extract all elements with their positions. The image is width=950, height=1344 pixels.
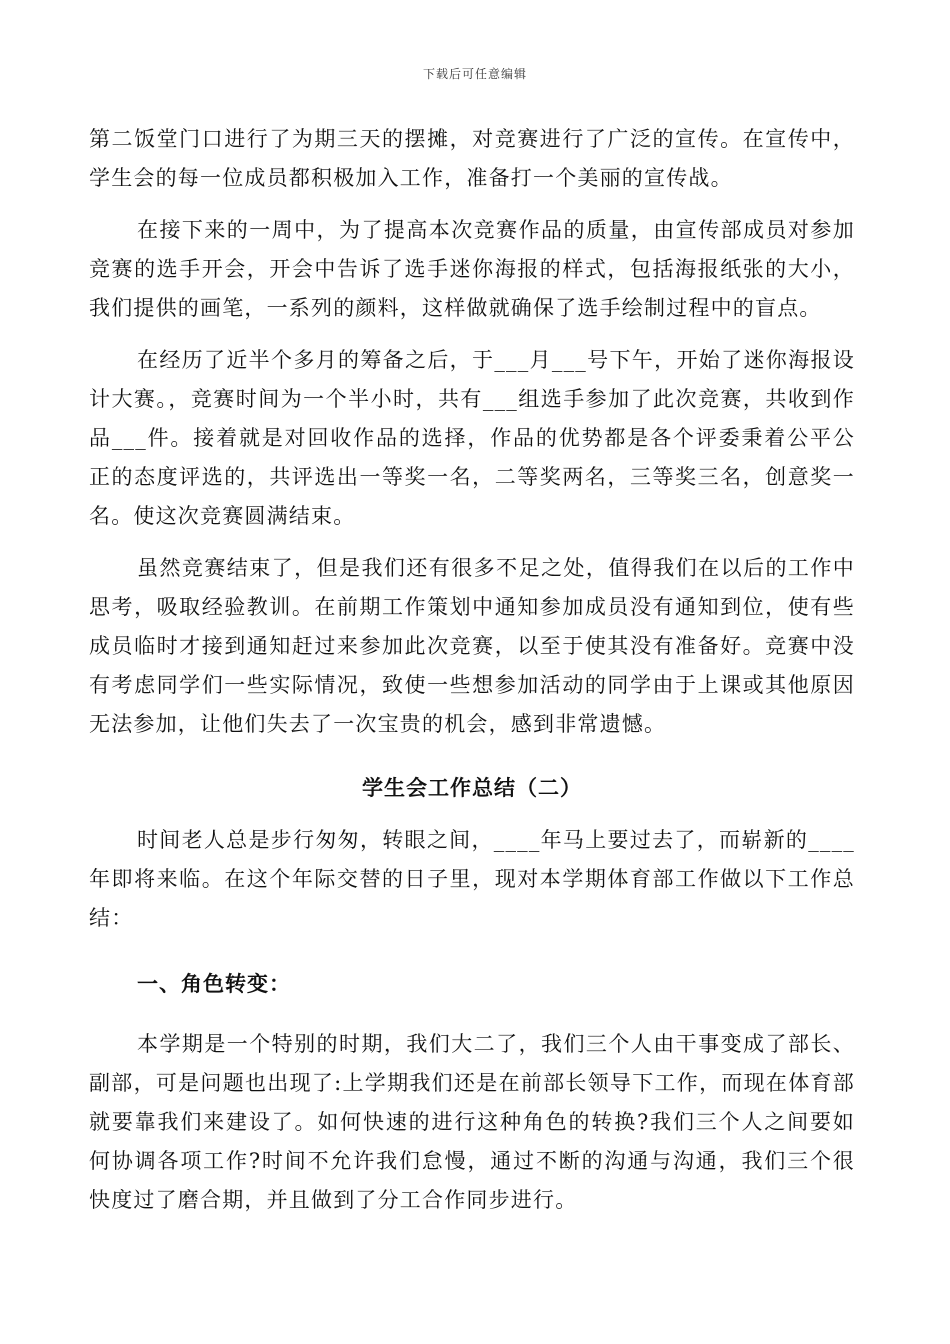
paragraph-2: 在接下来的一周中，为了提高本次竞赛作品的质量，由宣传部成员对参加竞赛的选手开会，开会中告诉了选手迷你海报的样式，包括海报纸张的大小，我们提供的画笔，一系列的颜料，这样做就确保了选手绘制过程中的盲点。 [89, 218, 855, 320]
paragraph-6: 本学期是一个特别的时期，我们大二了，我们三个人由干事变成了部长、副部，可是问题也出现了:上学期我们还是在前部长领导下工作，而现在体育部就要靠我们来建设了。如何快速的进行这种角色的转换?我们三个人之间要如何协调各项工作?时间不允许我们怠慢，通过不断的沟通与沟通，我们三个很快度过了磨合期，并且做到了分工合作同步进行。 [89, 1032, 855, 1212]
paragraph-5: 时间老人总是步行匆匆，转眼之间，____年马上要过去了，而崭新的____年即将来临。在这个年际交替的日子里，现对本学期体育部工作做以下工作总结： [89, 828, 855, 930]
paragraph-1: 第二饭堂门口进行了为期三天的摆摊，对竞赛进行了广泛的宣传。在宣传中，学生会的每一位成员都积极加入工作，准备打一个美丽的宣传战。 [89, 127, 855, 190]
paragraph-3: 在经历了近半个多月的筹备之后，于___月___号下午，开始了迷你海报设计大赛。，竞赛时间为一个半小时，共有___组选手参加了此次竞赛，共收到作品___件。接着就是对回收作品的选择，作品的优势都是各个评委秉着公平公正的态度评选的，共评选出一等奖一名，二等奖两名，三等奖三名，创意奖一名。使这次竞赛圆满结束。 [89, 348, 855, 528]
section-heading: 一、角色转变： [137, 971, 291, 996]
section-title: 学生会工作总结（二） [362, 775, 582, 800]
document-body [89, 120, 855, 1220]
header-note: 下载后可任意编辑 [422, 67, 527, 81]
paragraph-4: 虽然竞赛结束了，但是我们还有很多不足之处，值得我们在以后的工作中思考，吸取经验教训。在前期工作策划中通知参加成员没有通知到位，使有些成员临时才接到通知赶过来参加此次竞赛，以至于使其没有准备好。竞赛中没有考虑同学们一些实际情况，致使一些想参加活动的同学由于上课或其他原因无法参加，让他们失去了一次宝贵的机会，感到非常遗憾。 [89, 556, 855, 736]
